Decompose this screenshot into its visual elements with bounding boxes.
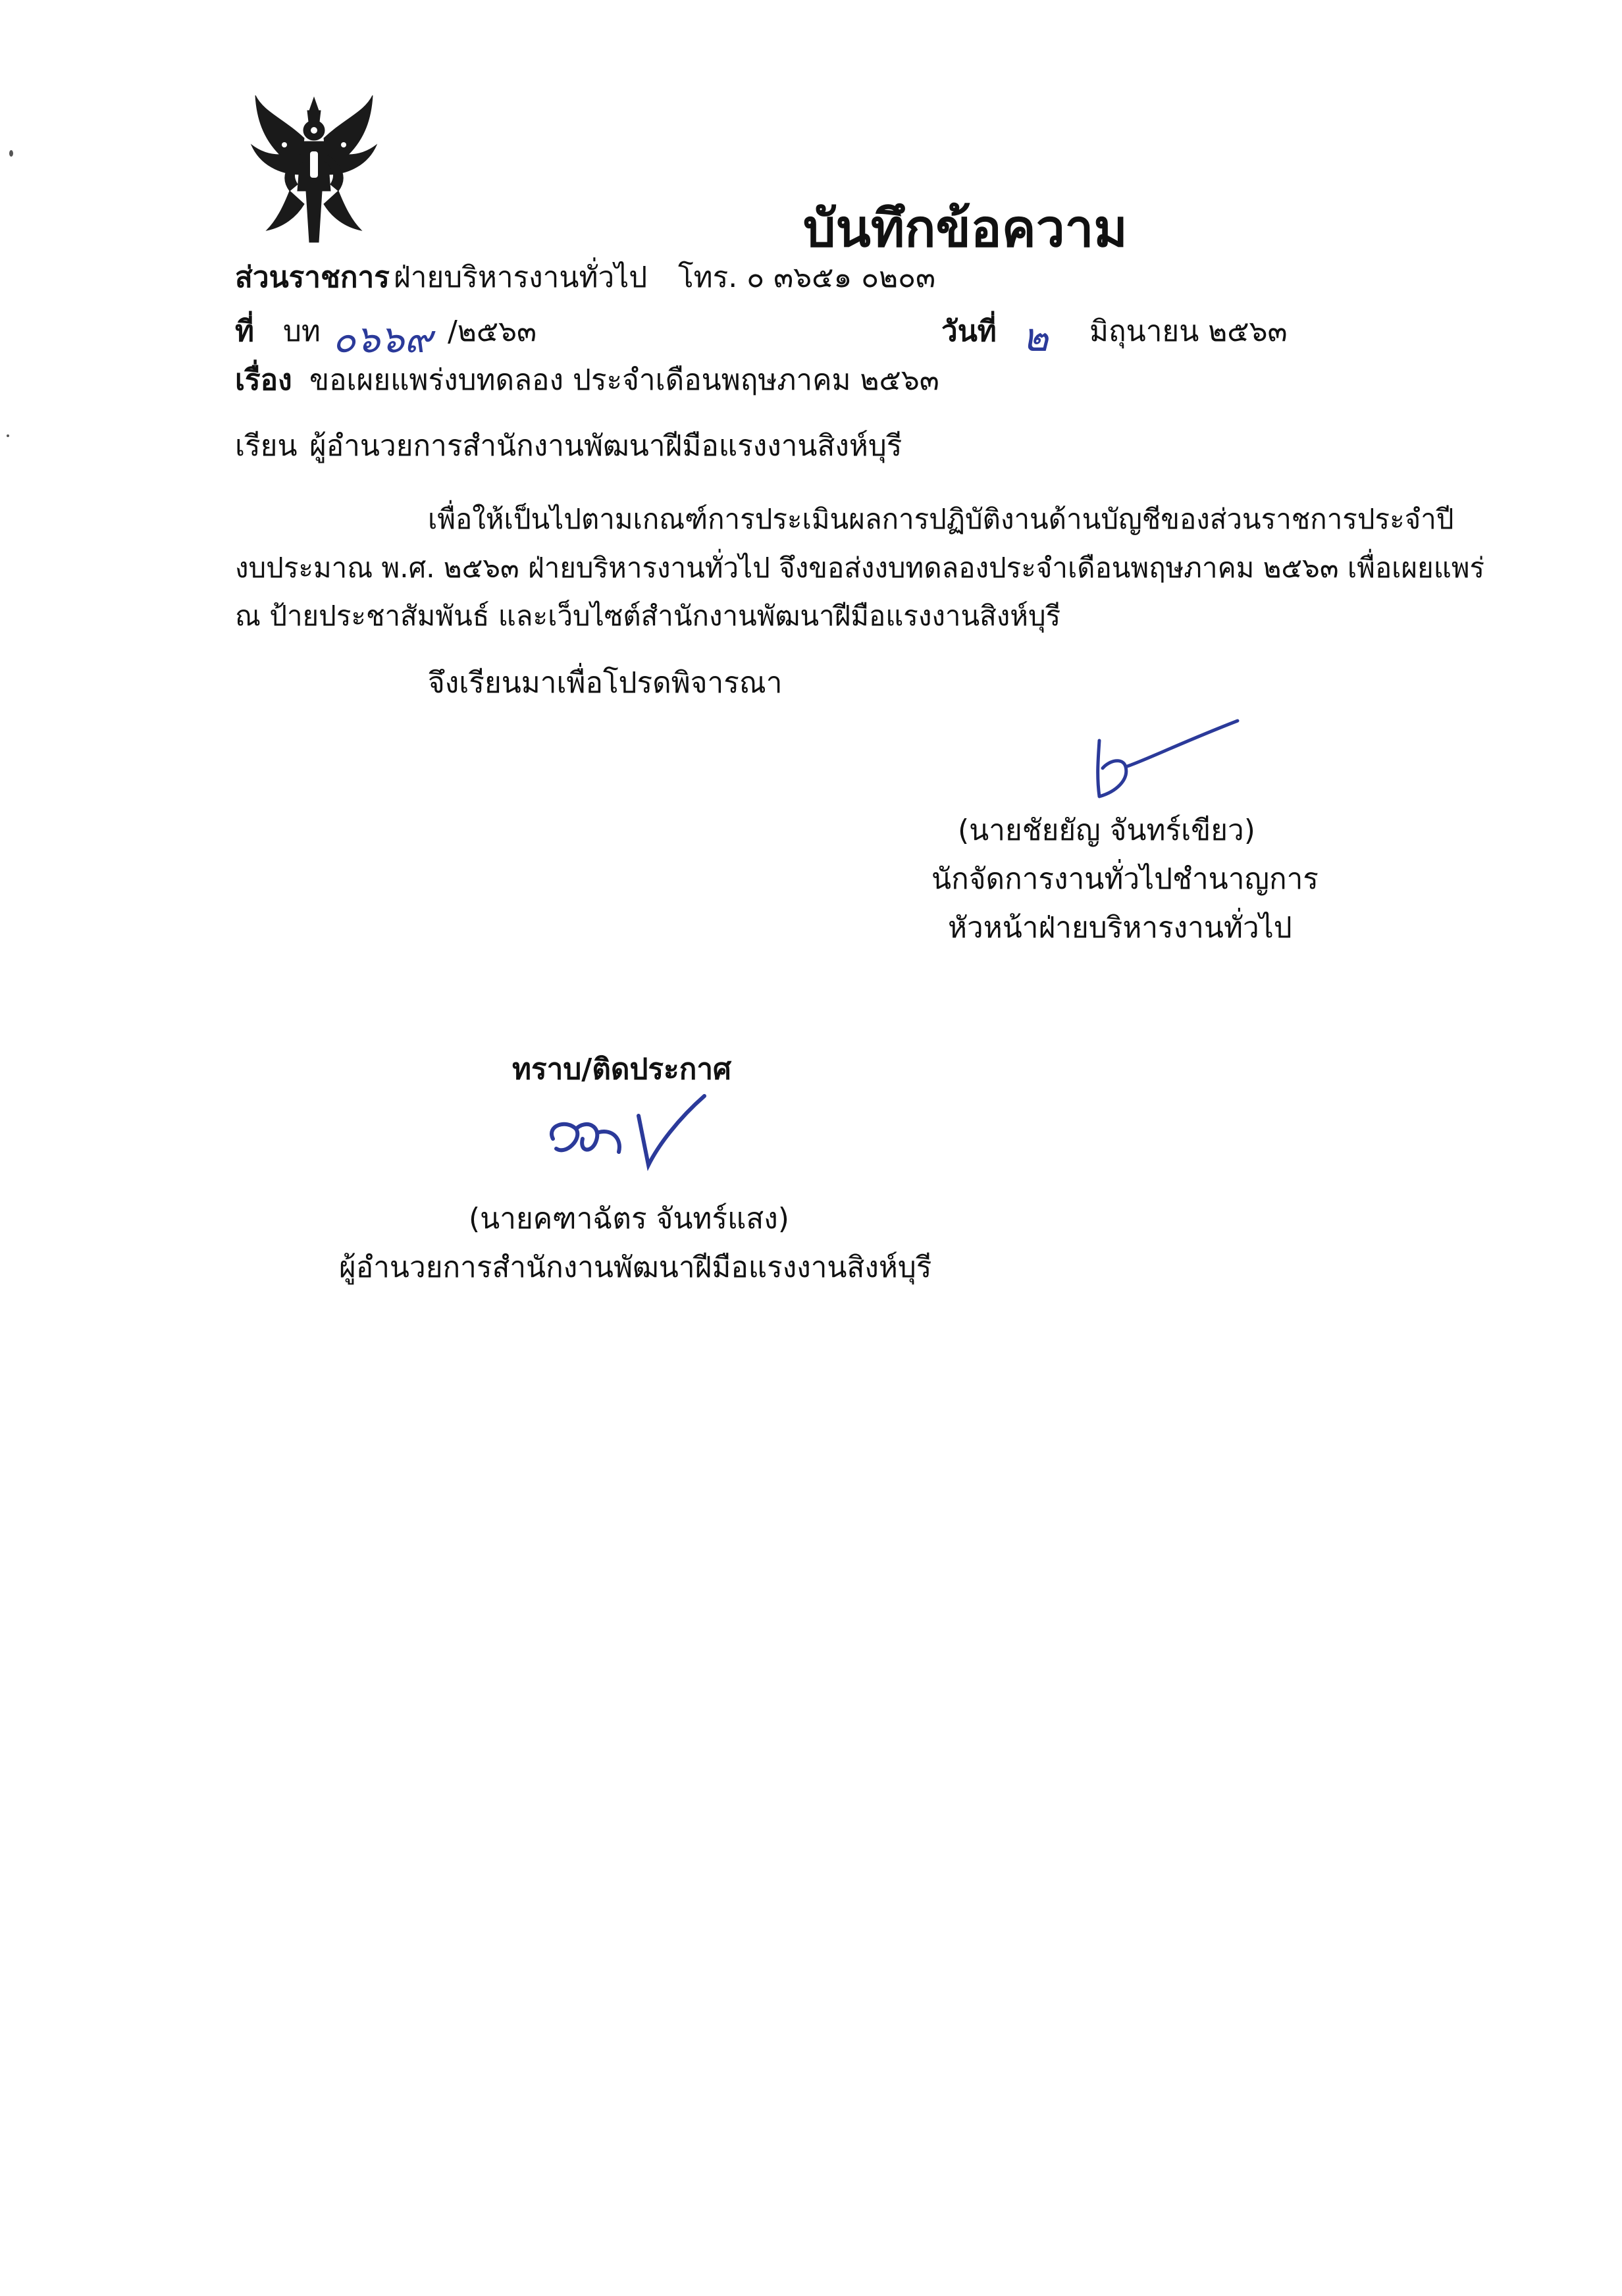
- approver-position: ผู้อำนวยการสำนักงานพัฒนาฝีมือแรงงานสิงห์บุรี: [339, 1251, 932, 1284]
- ref-prefix: บท: [283, 315, 321, 348]
- subject-label: เรื่อง: [235, 363, 292, 397]
- garuda-emblem-icon: [244, 92, 385, 247]
- memo-title: บันทึกข้อความ: [803, 199, 1128, 259]
- body-line-3: ณ ป้ายประชาสัมพันธ์ และเว็บไซต์สำนักงานพัฒนาฝีมือแรงงานสิงห์บุรี: [235, 600, 1061, 632]
- approval-note: ทราบ/ติดประกาศ: [512, 1053, 731, 1086]
- signature-mark: [1080, 714, 1244, 806]
- signer-name: (นายชัยยัญ จันทร์เขียว): [958, 814, 1255, 847]
- body-line-1: เพื่อให้เป็นไปตามเกณฑ์การประเมินผลการปฏิบัติงานด้านบัญชีของส่วนราชการประจำปี: [428, 503, 1454, 535]
- ref-year: /๒๕๖๓: [448, 315, 537, 348]
- agency-label: ส่วนราชการ: [235, 261, 390, 294]
- date-day-handwritten: ๒: [1022, 315, 1049, 361]
- phone-number: โทร. ๐ ๓๖๕๑ ๐๒๐๓: [678, 261, 936, 294]
- signer-position-1: นักจัดการงานทั่วไปชำนาญการ: [931, 862, 1319, 896]
- ref-label: ที่: [235, 315, 255, 348]
- scan-speck: [9, 150, 13, 157]
- agency-value: ฝ่ายบริหารงานทั่วไป: [394, 261, 648, 294]
- date-month-year: มิถุนายน ๒๕๖๓: [1089, 315, 1288, 348]
- approval-signature-mark: [540, 1093, 711, 1178]
- date-label: วันที่: [941, 315, 997, 348]
- closing-line: จึงเรียนมาเพื่อโปรดพิจารณา: [428, 666, 783, 700]
- salutation-recipient: ผู้อำนวยการสำนักงานพัฒนาฝีมือแรงงานสิงห์บุรี: [309, 429, 903, 463]
- ref-number-handwritten: ๐๖๖๙: [332, 317, 432, 361]
- salutation-label: เรียน: [235, 429, 298, 463]
- subject-value: ขอเผยแพร่งบทดลอง ประจำเดือนพฤษภาคม ๒๕๖๓: [309, 363, 939, 397]
- signer-position-2: หัวหน้าฝ่ายบริหารงานทั่วไป: [948, 911, 1292, 945]
- body-line-2: งบประมาณ พ.ศ. ๒๕๖๓ ฝ่ายบริหารงานทั่วไป จึงขอส่งงบทดลองประจำเดือนพฤษภาคม ๒๕๖๓ เพื่อเผยแพร่: [235, 552, 1485, 584]
- approver-name: (นายคฑาฉัตร จันทร์แสง): [469, 1202, 789, 1236]
- scan-speck: [7, 434, 9, 437]
